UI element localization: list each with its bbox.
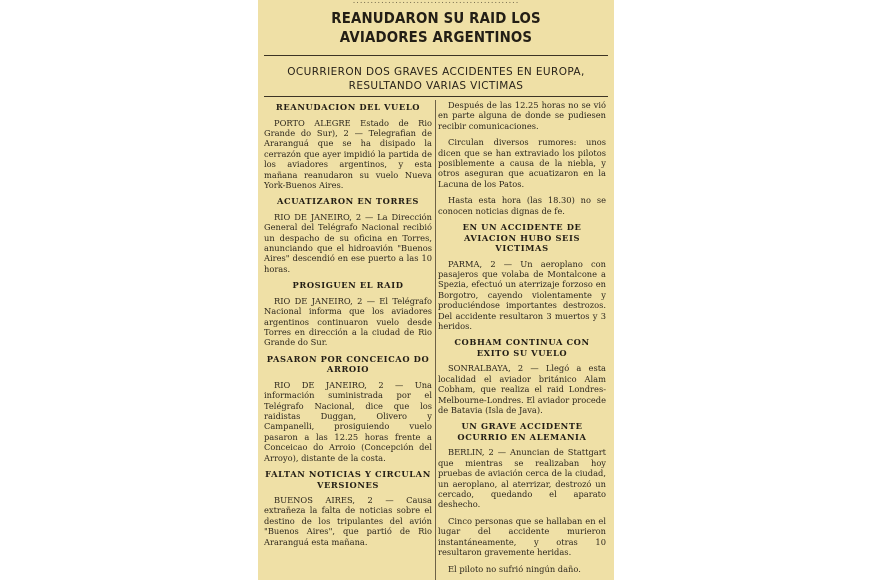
section-title: REANUDACION DEL VUELO — [275, 102, 421, 112]
right-column — [438, 100, 606, 580]
article-paragraph: BERLIN, 2 — Anuncian de Stattgart que mientras se realizaban hoy pruebas de aviación cerca de la ciudad, un aeroplano, al aterrizar, destrozó un cercado, quedando el aparato deshecho. — [438, 447, 606, 510]
article-paragraph: SONRALBAYA, 2 — Llegó a esta localidad el aviador británico Alam Cobham, que realiza el raid Londres-Melbourne-Londres. El aviador procede de Batavia (Isla de Java). — [438, 363, 606, 416]
subheadline: OCURRIERON DOS GRAVES ACCIDENTES EN EUROPA, RESULTANDO VARIAS VICTIMAS — [287, 66, 585, 92]
article-paragraph: Después de las 12.25 horas no se vió en parte alguna de donde se pudiesen recibir comunicaciones. — [438, 100, 606, 131]
article-paragraph: Hasta esta hora (las 18.30) no se conocen noticias dignas de fe. — [438, 195, 606, 216]
article-paragraph: RIO DE JANEIRO, 2 — Una información suministrada por el Telégrafo Nacional, dice que los raidistas Duggan, Olivero y Campanelli, prosiguiendo vuelo pasaron a las 12.25 horas frente a Conceicao do Arroio (Concepción del Arroyo), distante de la costa. — [264, 379, 432, 463]
article-paragraph: RIO DE JANEIRO, 2 — La Dirección General del Telégrafo Nacional recibió un despacho de su oficina en Torres, anunciando que el hidroavión "Buenos Aires" descendió en ese puerto a las 10 horas. — [264, 211, 432, 274]
article-paragraph: Circulan diversos rumores: unos dicen que se han extraviado los pilotos posiblemente a causa de la niebla, y otros aseguran que acuatizaron en la Lacuna de los Patos. — [438, 137, 606, 189]
section-title: UN GRAVE ACCIDENTE OCURRIO EN ALEMANIA — [457, 421, 587, 442]
article-paragraph: RIO DE JANEIRO, 2 — El Telégrafo Nacional informa que los aviadores argentinos continuaron vuelo desde Torres en dirección a la ciudad de Rio Grande do Sur. — [264, 295, 432, 348]
newspaper-clipping — [258, 0, 614, 580]
subheadline-rule — [264, 96, 608, 97]
column-divider — [435, 100, 436, 580]
section-title: COBHAM CONTINUA CON EXITO SU VUELO — [454, 337, 590, 358]
article-paragraph: El piloto no sufrió ningún daño. — [448, 563, 581, 574]
section-title: FALTAN NOTICIAS Y CIRCULAN VERSIONES — [265, 469, 431, 490]
section-title: PROSIGUEN EL RAID — [292, 280, 404, 291]
left-column — [264, 100, 432, 553]
section-title: ACUATIZARON EN TORRES — [276, 196, 420, 207]
headline: REANUDARON SU RAID LOS AVIADORES ARGENTINOS — [331, 9, 541, 46]
headline-rule — [264, 55, 608, 56]
date-line: ............................................... — [352, 0, 520, 5]
article-paragraph: BUENOS AIRES, 2 — Causa extrañeza la falta de noticias sobre el destino de los tripulantes del avión "Buenos Aires", que partió de Rio Araranguá esta mañana. — [264, 495, 432, 547]
article-paragraph: PORTO ALEGRE Estado de Rio Grande do Sur), 2 — Telegrafian de Araranguá que se ha disipado la cerrazón que ayer impidió la partida de los aviadores argentinos, y esta mañana reanudaron su vuelo Nueva York-Buenos Aires. — [264, 117, 432, 190]
article-paragraph: Cinco personas que se hallaban en el lugar del accidente murieron instantáneamente, y otras 10 resultaron gravemente heridas. — [438, 515, 606, 558]
section-title: EN UN ACCIDENTE DE AVIACION HUBO SEIS VICTIMAS — [462, 222, 582, 254]
article-paragraph: PARMA, 2 — Un aeroplano con pasajeros que volaba de Montalcone a Spezia, efectuó un aterrizaje forzoso en Borgotro, cayendo violentamente y produciéndose importantes destrozos. Del accidente resultaron 3 muertos y 3 heridos. — [438, 258, 606, 331]
section-title: PASARON POR CONCEICAO DO ARROIO — [266, 353, 430, 375]
